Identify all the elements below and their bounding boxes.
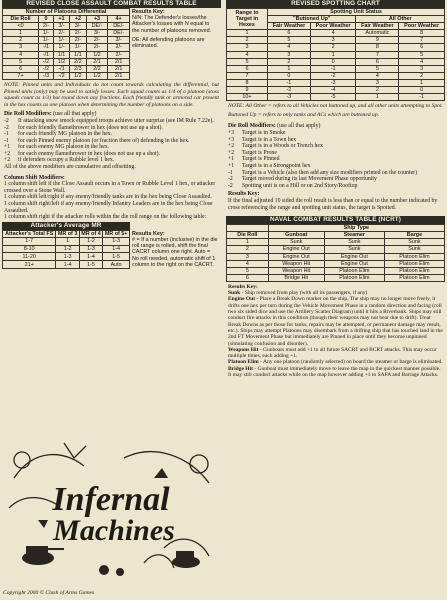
avg-row bbox=[3, 237, 130, 245]
naval-key-term: Weapons Hit bbox=[228, 346, 259, 353]
ca-cell: 1/2 bbox=[70, 72, 86, 79]
sdrm-item bbox=[228, 176, 443, 183]
spot-cell: 2 bbox=[399, 72, 445, 79]
spot-row bbox=[227, 87, 445, 94]
drm-item bbox=[4, 144, 219, 151]
naval-key-text: - Any one platoon (randomly selected) on board the steamer or barge is eliminated. bbox=[260, 359, 443, 366]
drm-tail: All of the above modifiers are cumulative and offsetting. bbox=[4, 164, 136, 171]
spot-cell: 7 bbox=[227, 72, 268, 79]
spotting-table bbox=[226, 8, 445, 101]
drm-value: -2 bbox=[4, 117, 9, 124]
sdrm-value: -1 bbox=[228, 169, 233, 176]
naval-cell: Platoon Elim bbox=[384, 274, 444, 281]
drm-title-tail: (use all that apply) bbox=[51, 111, 97, 118]
spot-cell: 4 bbox=[268, 44, 311, 51]
spot-cell: -2 bbox=[310, 72, 356, 79]
naval-row bbox=[227, 239, 445, 246]
spot-cell: -2 bbox=[268, 87, 311, 94]
spot-cell: 1 bbox=[268, 65, 311, 72]
spot-row bbox=[227, 94, 445, 101]
naval-key-term: Platoon Elim bbox=[228, 359, 259, 366]
drm-section bbox=[4, 111, 219, 170]
sdrm-text: Target is in a Woods or Trench hex bbox=[242, 143, 323, 150]
avg-row bbox=[3, 245, 130, 253]
naval-key-text: - Ship removed from play (with all its passengers, if any) bbox=[241, 290, 368, 297]
avg-cell: 1 bbox=[56, 237, 79, 245]
spot-cell: 8 bbox=[399, 30, 445, 37]
ca-cell: 1/1 bbox=[70, 51, 86, 58]
avg-cell: 1-3 bbox=[103, 237, 130, 245]
spot-cell: 1 bbox=[227, 30, 268, 37]
ca-cell: DE/- bbox=[108, 23, 130, 30]
spot-cell: 5 bbox=[399, 51, 445, 58]
naval-col: Gunboat bbox=[268, 232, 324, 239]
sdrm-list bbox=[228, 130, 443, 189]
naval-cell: Weapon Hit bbox=[268, 267, 324, 274]
spot-title: REVISED SPOTTING CHART bbox=[226, 0, 445, 8]
naval-key-term: Sunk bbox=[228, 290, 241, 297]
ca-cell: 1/- bbox=[39, 30, 54, 37]
shift-title: Column Shift Modifiers: bbox=[4, 174, 65, 181]
naval-row bbox=[227, 260, 445, 267]
drm-value: +2 bbox=[4, 157, 11, 164]
drm-value: -1 bbox=[4, 137, 9, 144]
avg-cell: 11-20 bbox=[3, 253, 56, 261]
spot-cell: 9 bbox=[356, 37, 399, 44]
ca-cell: -/2 bbox=[39, 58, 54, 65]
ca-col: +1 bbox=[53, 16, 69, 23]
ca-cell: 2/1 bbox=[108, 65, 130, 72]
ca-row bbox=[3, 51, 130, 58]
avg-table bbox=[2, 230, 130, 269]
avg-row bbox=[3, 253, 130, 261]
spot-group-other: All Other bbox=[356, 16, 445, 23]
naval-key-term: Engine Out bbox=[228, 296, 256, 303]
naval-cell: 6 bbox=[227, 274, 269, 281]
spot-cell: 8 bbox=[227, 79, 268, 86]
infernal-machines-logo bbox=[4, 438, 218, 588]
naval-key-text: - Gunboats must add +1 to all future SACRT and BCRT attacks. This may occur multiple times, each adding +1. bbox=[228, 346, 437, 360]
sdrm-rk-text: If the final adjusted 10 sided die roll result is less than or equal to the number indicated by cross referencing the range and spotting unit status, the target is Spotted. bbox=[228, 197, 438, 211]
drm-text: for each friendly MG platoon in the hex. bbox=[18, 131, 113, 138]
spot-cell: 4 bbox=[310, 30, 356, 37]
naval-key-text: - Place a Break Down marker on the ship. The ship may no longer move freely, it drifts one hex per turn during the Vehicle Movement Phase in a random direction and facing (roll two six sided dice and use the Artillery Scatter Diagram) until it hits a Riverbank. Ships may still conduct fire attacks in this condition (though their weapons may not bear due to drift). Treat Break Downs as per those for tanks, repairs may be attempted, or permanent damage may result, etc.). Ships may attempt Platoons may disembark from a drifting ship that has touched land in the 2nd FT Movement Phase but immediately are Pinned in place until they become unpinned (simulating confusion and disorder). bbox=[228, 296, 443, 347]
avg-cell: 1-5 bbox=[103, 253, 130, 261]
naval-keys bbox=[228, 290, 443, 378]
ca-cell: 2/- bbox=[70, 37, 86, 44]
ca-cell: 2/2 bbox=[70, 58, 86, 65]
spot-row bbox=[227, 79, 445, 86]
avg-row bbox=[3, 261, 130, 269]
spot-cell: 10+ bbox=[227, 94, 268, 101]
sdrm-text: Target is Pinned bbox=[242, 156, 280, 163]
spot-cell: 5 bbox=[356, 65, 399, 72]
avg-cell: 8-10 bbox=[3, 245, 56, 253]
ca-cell: DE/- bbox=[86, 23, 108, 30]
naval-row bbox=[227, 246, 445, 253]
sdrm-value: +2 bbox=[228, 143, 235, 150]
sdrm-title-tail: (use all that apply) bbox=[275, 123, 321, 130]
sdrm-item bbox=[228, 137, 443, 144]
naval-cell: Platoon Elim bbox=[384, 260, 444, 267]
sdrm-value: +1 bbox=[228, 162, 235, 169]
ca-cell: 2/3 bbox=[70, 65, 86, 72]
spot-cell: 3 bbox=[356, 79, 399, 86]
sdrm-text: Target is in a Town hex bbox=[242, 136, 297, 143]
naval-cell: 3 bbox=[227, 253, 269, 260]
spot-cell: 3 bbox=[399, 65, 445, 72]
ca-row bbox=[3, 72, 130, 79]
ca-cell: 3/- bbox=[53, 23, 69, 30]
spot-cell: -3 bbox=[268, 94, 311, 101]
spot-row bbox=[227, 51, 445, 58]
ca-col: +2 bbox=[70, 16, 86, 23]
ca-cell: 4 bbox=[3, 51, 39, 58]
ca-key-text: N/N: The Defender's losses/the Attacker's losses with N equal to the number of platoons removed. bbox=[132, 15, 212, 34]
spot-cell: 4 bbox=[227, 51, 268, 58]
ca-cell: DE/- bbox=[108, 30, 130, 37]
spot-note2: Buttoned Up = refers to only tanks and ACs which are buttoned up. bbox=[228, 111, 380, 118]
ca-cell: -/2 bbox=[39, 65, 54, 72]
spot-cell: 0 bbox=[268, 72, 311, 79]
avg-cell: 1-2 bbox=[79, 237, 102, 245]
avg-cell: Auto bbox=[103, 261, 130, 269]
avg-col: MR of 3 bbox=[57, 230, 78, 237]
naval-cell: Sunk bbox=[268, 239, 324, 246]
ca-key-title: Results Key: bbox=[132, 9, 165, 15]
sdrm-text: Spotting unit is on a Hill or on 2nd Story/Rooftop bbox=[242, 182, 358, 189]
spot-col-poor2: Poor Weather bbox=[399, 23, 445, 30]
ca-cell: 2/- bbox=[53, 30, 69, 37]
ca-cell: -/1 bbox=[39, 51, 54, 58]
naval-key-item bbox=[228, 366, 443, 379]
ca-sub: Number of Platoons Differential bbox=[3, 9, 130, 16]
spot-cell: 5 bbox=[227, 58, 268, 65]
spot-range-header: Range to Target in Hexes bbox=[227, 9, 268, 30]
sdrm-value: +3 bbox=[228, 130, 235, 136]
ca-cell: 2 bbox=[3, 37, 39, 44]
naval-rk-title: Results Key: bbox=[228, 283, 258, 290]
ca-cell: 1/2 bbox=[53, 58, 69, 65]
ca-cell: 5 bbox=[3, 58, 39, 65]
shift-item: 1 column shift right if the attacker rolls within the die roll range on the following table: bbox=[4, 214, 207, 221]
spot-row bbox=[227, 37, 445, 44]
naval-cell: Weapon Hit bbox=[268, 260, 324, 267]
spot-cell: -1 bbox=[399, 94, 445, 101]
avg-key bbox=[130, 230, 220, 269]
spot-col-poor1: Poor Weather bbox=[310, 23, 356, 30]
spot-cell: 7 bbox=[356, 51, 399, 58]
naval-cell: Sunk bbox=[324, 239, 384, 246]
spot-cell: 5 bbox=[268, 37, 311, 44]
spot-row bbox=[227, 65, 445, 72]
drm-value: +2 bbox=[4, 150, 11, 157]
naval-cell: 5 bbox=[227, 267, 269, 274]
spot-cell: Automatic bbox=[356, 30, 399, 37]
ca-key bbox=[130, 8, 220, 80]
sdrm-value: +2 bbox=[228, 149, 235, 156]
ca-cell: 2/1 bbox=[108, 58, 130, 65]
naval-title: NAVAL COMBAT RESULTS TABLE (NCRT) bbox=[226, 216, 445, 224]
naval-col: Die Roll bbox=[227, 232, 269, 239]
shift-list bbox=[4, 181, 219, 221]
spot-cell: 6 bbox=[227, 65, 268, 72]
avg-cell: 21+ bbox=[3, 261, 56, 269]
logo-line1: Infernal bbox=[52, 481, 170, 518]
ca-cell: -/2 bbox=[53, 72, 69, 79]
sdrm-item bbox=[228, 163, 443, 170]
naval-cell: Platoon Elim bbox=[384, 253, 444, 260]
ca-block bbox=[2, 8, 221, 80]
naval-cell: 2 bbox=[227, 246, 269, 253]
naval-sub: Ship Type bbox=[268, 225, 444, 232]
ca-cell: 3/- bbox=[70, 23, 86, 30]
ca-row bbox=[3, 23, 130, 30]
spot-note1: NOTE: All Other = refers to all Vehicles not buttoned up, and all other units attempting to Spot. bbox=[228, 103, 443, 110]
spot-group-buttoned: "Buttoned Up" bbox=[268, 16, 356, 23]
spot-cell: 3 bbox=[268, 51, 311, 58]
drm-value: +1 bbox=[4, 144, 11, 151]
avg-col: Attacker's Total FS bbox=[3, 230, 56, 237]
avg-title: Attacker's Average MR bbox=[2, 222, 130, 230]
ca-note: NOTE: Pinned units and Individuals do not count towards calculating the differential, but Pinned units (only) may be used to satisfy losses. Each squad counts as 1/4 of a platoon (stoss squads count as 1/3) but round down any fractions. Each friendly tank or armored car present in the hex counts as one platoon when determining the number of platoons on a side. bbox=[4, 81, 219, 108]
sdrm-value: +1 bbox=[228, 156, 235, 163]
ca-cell: 2/- bbox=[70, 30, 86, 37]
naval-table bbox=[226, 224, 445, 282]
ca-cell: 1 bbox=[3, 30, 39, 37]
ca-row bbox=[3, 58, 130, 65]
avg-cell: 1-2 bbox=[56, 245, 79, 253]
naval-cell: Sunk bbox=[384, 246, 444, 253]
avg-header-row bbox=[3, 230, 130, 237]
sdrm-text: Target is Prone bbox=[242, 149, 277, 156]
right-column bbox=[226, 0, 445, 378]
avg-cell: 1-3 bbox=[79, 245, 102, 253]
ca-cell: -/1 bbox=[39, 44, 54, 51]
ca-row bbox=[3, 37, 130, 44]
spot-cell: 2 bbox=[310, 44, 356, 51]
spot-cell: 1 bbox=[356, 94, 399, 101]
naval-cell: Platoon Elim bbox=[324, 267, 384, 274]
naval-col: Steamer bbox=[324, 232, 384, 239]
ca-cell: 2/1 bbox=[108, 72, 130, 79]
spot-cell: -5 bbox=[310, 94, 356, 101]
naval-cell: Engine Out bbox=[268, 246, 324, 253]
sdrm-item bbox=[228, 143, 443, 150]
naval-row bbox=[227, 267, 445, 274]
ca-cell: 1/1 bbox=[53, 51, 69, 58]
sdrm-item bbox=[228, 170, 443, 177]
ca-row bbox=[3, 30, 130, 37]
sdrm-value: -2 bbox=[228, 182, 233, 189]
ca-cell: 1/- bbox=[70, 44, 86, 51]
ca-cell: <0 bbox=[3, 23, 39, 30]
naval-cell: Platoon Elim bbox=[384, 267, 444, 274]
ca-header-row bbox=[3, 16, 130, 23]
shift-item: 1 column shift left if the Close Assault occurs in a Town or Rubble Level 1 hex, or attacker crossed over a Stone Wall. bbox=[4, 181, 216, 194]
drm-text: for each friendly flamethrower in hex (does not use up a shot). bbox=[18, 124, 163, 131]
naval-cell: Platoon Elim bbox=[324, 274, 384, 281]
naval-cell: Sunk bbox=[384, 239, 444, 246]
ca-cell: 3/- bbox=[108, 37, 130, 44]
drm-text: for each Pinned enemy platoon (or fraction there of) defending in the hex. bbox=[18, 137, 190, 144]
spot-cell: 7 bbox=[399, 37, 445, 44]
sdrm-item bbox=[228, 130, 443, 137]
ca-cell: 1/- bbox=[53, 44, 69, 51]
ca-cell: -/1 bbox=[53, 65, 69, 72]
avg-cell: 1-4 bbox=[56, 261, 79, 269]
sdrm-item bbox=[228, 156, 443, 163]
avg-cell: 1-5 bbox=[79, 261, 102, 269]
spot-cell: 2 bbox=[356, 87, 399, 94]
drm-text: for each enemy flamethrower in hex (does not use up a shot). bbox=[18, 150, 160, 157]
spot-row bbox=[227, 58, 445, 65]
ca-cell: 7+ bbox=[3, 72, 39, 79]
ca-cell: 1/- bbox=[53, 37, 69, 44]
logo-line2: Machines bbox=[53, 514, 175, 547]
drm-item bbox=[4, 118, 219, 125]
ca-cell: 2/- bbox=[108, 51, 130, 58]
avg-key-title: Results Key: bbox=[132, 230, 165, 237]
naval-header-row bbox=[227, 232, 445, 239]
naval-row bbox=[227, 253, 445, 260]
sdrm-title: Die Roll Modifiers: bbox=[228, 123, 276, 130]
sdrm-item bbox=[228, 150, 443, 157]
ca-cell: 1/2 bbox=[86, 51, 108, 58]
ca-col: 0 bbox=[39, 16, 54, 23]
naval-cell: Engine Out bbox=[324, 260, 384, 267]
avg-key-text: # = If a number (inclusive) in the die roll range is rolled, shift the final CACRT column one right. Auto = No roll needed, automatic shift of 1 column to the right on the CACRT. bbox=[132, 237, 218, 268]
shift-item: 1 column shift left/right if any enemy/friendly tanks are in the hex being Close Assaulted. bbox=[4, 194, 212, 201]
ca-cell: 2/- bbox=[86, 37, 108, 44]
drm-text: if defenders occupy a Rubble level 1 hex. bbox=[18, 157, 115, 164]
spot-cell: 2 bbox=[268, 58, 311, 65]
naval-key-item bbox=[228, 296, 443, 346]
naval-key-item bbox=[228, 347, 443, 360]
spot-row bbox=[227, 72, 445, 79]
shift-section bbox=[4, 175, 219, 221]
drm-text: for each enemy MG platoon in the hex. bbox=[18, 144, 110, 151]
spot-cell: 2 bbox=[227, 37, 268, 44]
spot-col-fair1: Fair Weather bbox=[268, 23, 311, 30]
drm-value: -2 bbox=[4, 124, 9, 131]
spot-col-fair2: Fair Weather bbox=[356, 23, 399, 30]
spot-cell: -1 bbox=[268, 79, 311, 86]
sdrm-value: +3 bbox=[228, 136, 235, 143]
spot-cell: 6 bbox=[356, 58, 399, 65]
spot-cell: 8 bbox=[356, 44, 399, 51]
spot-sub: Spotting Unit Status bbox=[268, 9, 445, 16]
naval-cell: Bridge Hit bbox=[268, 274, 324, 281]
avg-block bbox=[2, 222, 221, 269]
sdrm-text: Target is in Smoke bbox=[242, 130, 286, 136]
sdrm-rk-title: Results Key: bbox=[228, 191, 260, 198]
naval-cell: Engine Out bbox=[324, 253, 384, 260]
ca-col: +3 bbox=[86, 16, 108, 23]
ca-cell: 1/2 bbox=[86, 72, 108, 79]
sdrm-text: Target is a Vehicle (also then add any size modifiers printed on the counter) bbox=[242, 169, 418, 176]
spot-cell: -4 bbox=[310, 87, 356, 94]
spot-drm-section bbox=[228, 123, 443, 211]
drm-list bbox=[4, 118, 219, 164]
spot-cell: -3 bbox=[310, 79, 356, 86]
naval-key-text: - Gunboat must immediately move to leave the map in the quickest manner possible. It may still conduct attacks while on the map however adding +1 to SAFA and Barrage Attacks. bbox=[228, 365, 441, 379]
ca-cell: 2/2 bbox=[86, 65, 108, 72]
spot-cell: 4 bbox=[399, 58, 445, 65]
drm-title: Die Roll Modifiers: bbox=[4, 111, 52, 118]
naval-key-term: Bridge Hit bbox=[228, 365, 253, 372]
spot-cell: 9 bbox=[227, 87, 268, 94]
ca-cell: 1/- bbox=[39, 37, 54, 44]
spot-cell: -1 bbox=[310, 65, 356, 72]
spot-cell: 3 bbox=[310, 37, 356, 44]
avg-cell: 1-4 bbox=[79, 253, 102, 261]
ca-cell: 3/- bbox=[86, 30, 108, 37]
close-assault-table bbox=[2, 8, 130, 80]
spot-cell: 3 bbox=[227, 44, 268, 51]
ca-cell: 2/- bbox=[86, 44, 108, 51]
ca-row bbox=[3, 65, 130, 72]
sdrm-item bbox=[228, 183, 443, 190]
spot-cell: 6 bbox=[399, 44, 445, 51]
sdrm-value: -2 bbox=[228, 176, 233, 183]
naval-cell: 4 bbox=[227, 260, 269, 267]
spot-row bbox=[227, 30, 445, 37]
spot-cell: 6 bbox=[268, 30, 311, 37]
drm-text: If attacking snow smock equipped troops achieve utter surprise (see IM Rule 7.22e). bbox=[18, 117, 214, 124]
ca-col: 4+ bbox=[108, 16, 130, 23]
shift-item: 1 column shift right/left if any enemy/friendly Infantry Leaders are in the hex being Close Assaulted. bbox=[4, 201, 213, 214]
avg-cell: 1-7 bbox=[3, 237, 56, 245]
drm-value: -1 bbox=[4, 131, 9, 138]
ca-title: REVISED CLOSE ASSAULT COMBAT RESULTS TABLE bbox=[2, 0, 221, 8]
naval-cell: Sunk bbox=[324, 246, 384, 253]
copyright: Copyright 2000 © Clash of Arms Games bbox=[3, 590, 95, 596]
spot-cell: 4 bbox=[356, 72, 399, 79]
spot-cell: 0 bbox=[399, 87, 445, 94]
ca-cell: 3 bbox=[3, 44, 39, 51]
naval-row bbox=[227, 274, 445, 281]
spot-row bbox=[227, 44, 445, 51]
spot-cell: 0 bbox=[310, 58, 356, 65]
ca-col: Die Roll bbox=[3, 16, 39, 23]
avg-cell: 1-4 bbox=[103, 245, 130, 253]
sdrm-text: Target is in a Strongpoint hex bbox=[242, 162, 311, 169]
avg-col: MR of 5+ bbox=[103, 230, 130, 237]
ca-cell: 2/- bbox=[39, 23, 54, 30]
naval-col: Barge bbox=[384, 232, 444, 239]
left-column bbox=[2, 0, 221, 269]
ca-cell: -/3 bbox=[39, 72, 54, 79]
spot-cell: 1 bbox=[399, 79, 445, 86]
naval-cell: 1 bbox=[227, 239, 269, 246]
ca-row bbox=[3, 44, 130, 51]
sdrm-text: Target moved during its last Movement Phase opportunity bbox=[242, 176, 377, 183]
avg-cell: 1-3 bbox=[56, 253, 79, 261]
ca-cell: 2/- bbox=[108, 44, 130, 51]
drm-item bbox=[4, 131, 219, 138]
spot-cell: 1 bbox=[310, 51, 356, 58]
naval-cell: Engine Out bbox=[268, 253, 324, 260]
naval-block bbox=[226, 216, 445, 378]
ca-de-text: DE: All defending platoons are eliminated. bbox=[132, 36, 205, 50]
ca-cell: 6 bbox=[3, 65, 39, 72]
avg-col: MR of 4 bbox=[81, 230, 101, 237]
ca-cell: 2/1 bbox=[86, 58, 108, 65]
